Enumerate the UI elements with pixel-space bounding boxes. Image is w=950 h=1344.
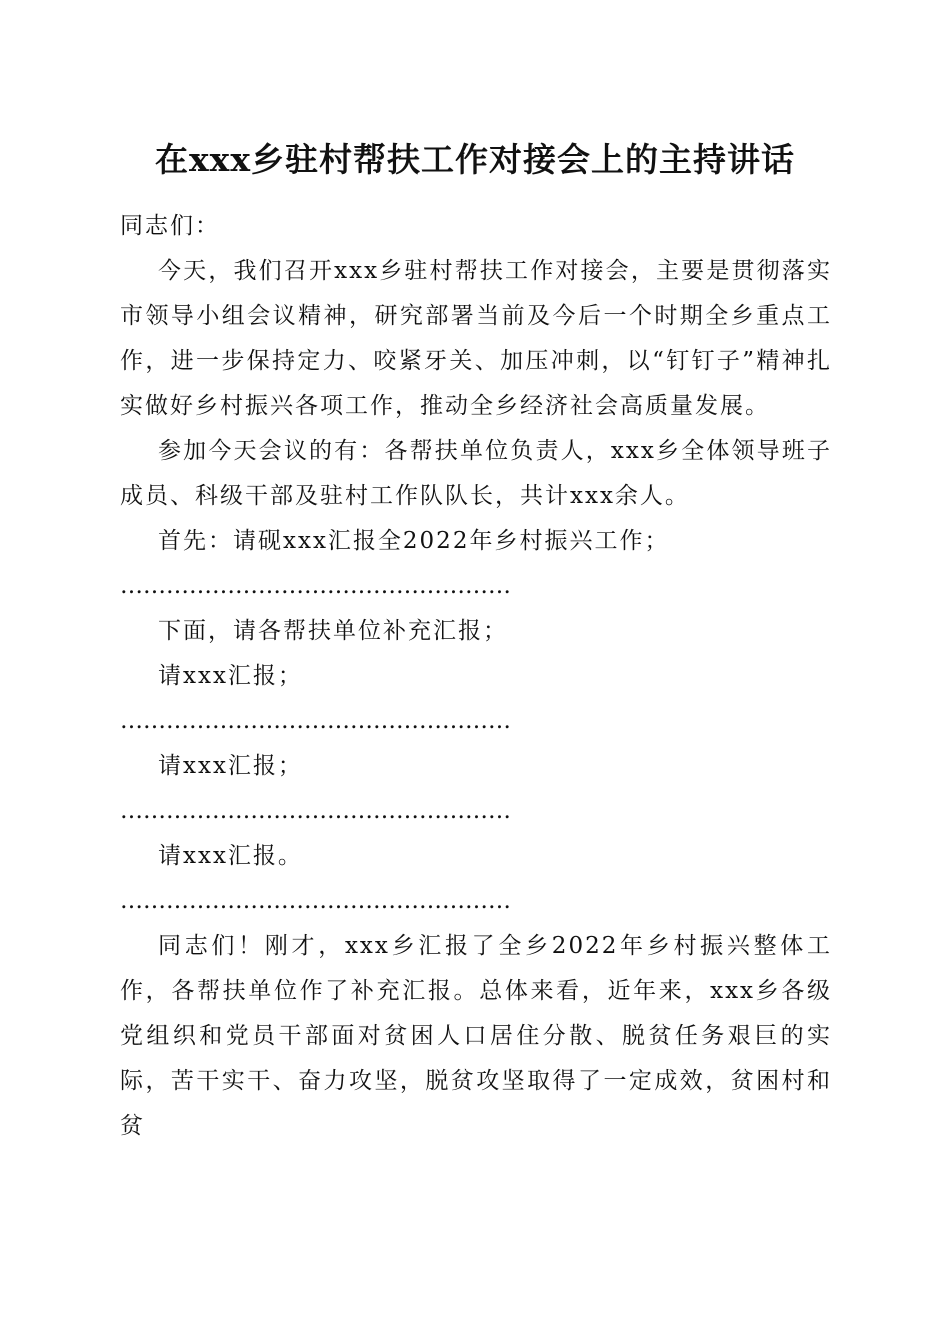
document-body xyxy=(120,204,832,1149)
document-title: 在xxx乡驻村帮扶工作对接会上的主持讲话 xyxy=(154,140,796,179)
paragraph-report-request: 请xxx汇报。 xyxy=(158,843,303,869)
salutation: 同志们： xyxy=(120,213,220,239)
ellipsis-line: …………………………………………… xyxy=(120,708,511,734)
ellipsis-line: …………………………………………… xyxy=(120,798,511,824)
paragraph-first-report: 首先：请砚xxx汇报全2022年乡村振兴工作； xyxy=(158,528,670,554)
ellipsis-line: …………………………………………… xyxy=(120,888,511,914)
paragraph-report-request: 请xxx汇报； xyxy=(158,663,303,689)
paragraph-attendees: 参加今天会议的有：各帮扶单位负责人，xxx乡全体领导班子成员、科级干部及驻村工作队队长，共计xxx余人。 xyxy=(120,438,832,509)
paragraph-report-request: 请xxx汇报； xyxy=(158,753,303,779)
paragraph-summary: 同志们！刚才，xxx乡汇报了全乡2022年乡村振兴整体工作，各帮扶单位作了补充汇报。总体来看，近年来，xxx乡各级党组织和党员干部面对贫困人口居住分散、脱贫任务艰巨的实际，苦干实干、奋力攻坚，脱贫攻坚取得了一定成效，贫困村和贫 xyxy=(120,933,832,1139)
paragraph-opening: 今天，我们召开xxx乡驻村帮扶工作对接会，主要是贯彻落实市领导小组会议精神，研究部署当前及今后一个时期全乡重点工作，进一步保持定力、咬紧牙关、加压冲刺，以“钉钉子”精神扎实做好乡村振兴各项工作，推动全乡经济社会高质量发展。 xyxy=(120,258,832,419)
paragraph-supplementary: 下面，请各帮扶单位补充汇报； xyxy=(158,618,508,644)
ellipsis-line: …………………………………………… xyxy=(120,573,511,599)
